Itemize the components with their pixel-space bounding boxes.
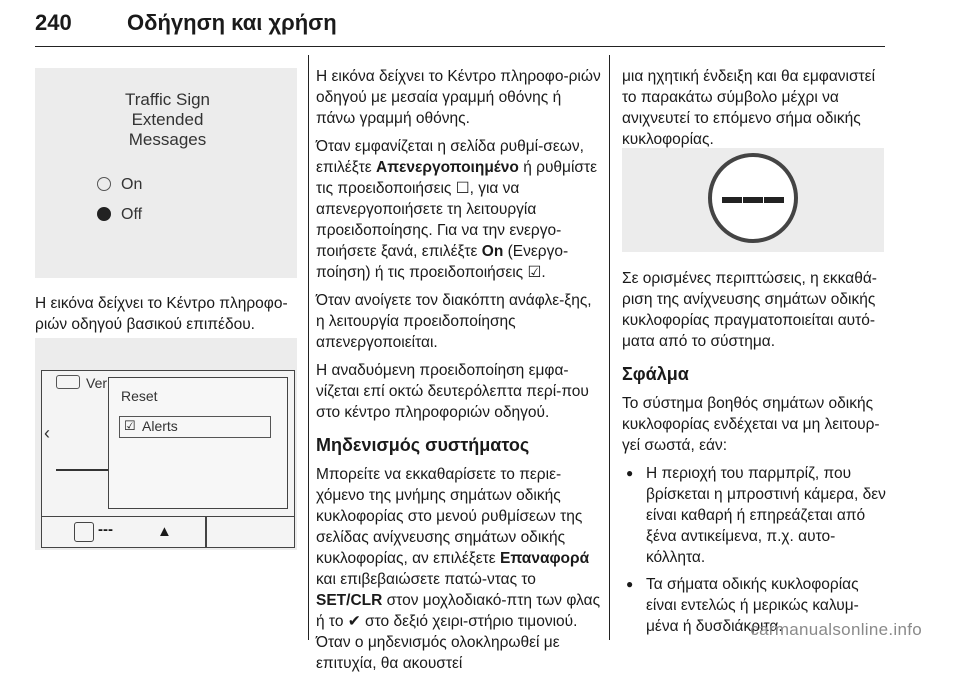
radio-unselected-icon <box>97 177 111 191</box>
menu-alerts-box[interactable] <box>119 416 271 438</box>
column-divider-2 <box>609 55 610 640</box>
column-2 <box>316 66 604 681</box>
section-heading: Μηδενισμός συστήματος <box>316 435 530 455</box>
figure-title <box>35 90 300 150</box>
figure-title-line: Messages <box>128 130 207 149</box>
chevron-left-icon[interactable]: ‹ <box>44 423 50 443</box>
menu-reset[interactable]: Reset <box>121 388 158 404</box>
text-run: και επιβεβαιώσετε πατώ-ντας το <box>316 571 536 588</box>
paragraph: Η εικόνα δείχνει το Κέντρο πληροφο-ριών οδηγού με μεσαία γραμμή οθόνης ή πάνω γραμμή οθόνης. <box>316 68 601 127</box>
figure-title-line: Extended <box>131 110 204 129</box>
bullet-list <box>622 463 886 637</box>
list-item: ● Τα σήματα οδικής κυκλοφορίας είναι εντελώς ή μερικώς καλυμ-μένα ή δυσδιάκριτα. <box>646 574 886 637</box>
menu-alerts: Alerts <box>142 418 178 434</box>
screen-line <box>56 469 108 471</box>
traffic-sign-settings-figure <box>35 68 297 278</box>
dash-mark <box>743 197 763 203</box>
checkbox-checked-icon: ☑ <box>124 418 136 433</box>
dash-mark <box>764 197 784 203</box>
watermark: carmanualsonline.info <box>750 620 922 639</box>
car-icon <box>56 375 80 389</box>
option-on[interactable] <box>97 176 142 194</box>
bottom-divider <box>205 517 207 547</box>
column-divider-1 <box>308 55 309 640</box>
lane-icon: ▲ <box>157 523 172 540</box>
text-run: Όταν εμφανίζεται η σελίδα ρυθμί-σεων, επιλέξτε <box>316 138 584 176</box>
paragraph: Το σύστημα βοηθός σημάτων οδικής κυκλοφορίας ενδέχεται να μη λειτουρ-γεί σωστά, εάν: <box>622 395 880 454</box>
bold-term: Επαναφορά <box>500 550 590 567</box>
paragraph: Όταν ανοίγετε τον διακόπτη ανάφλε-ξης, η λειτουργία προειδοποίησης απενεργοποιείται. <box>316 292 592 351</box>
page-header <box>35 4 885 44</box>
paragraph: Σε ορισμένες περιπτώσεις, η εκκαθά-ριση της ανίχνευσης σημάτων οδικής κυκλοφορίας πραγματοποιείται αυτό-ματα από το σύστημα. <box>622 270 877 350</box>
header-rule <box>35 46 885 47</box>
column-3-top <box>622 66 886 157</box>
text-run: (Ενεργο-ποίηση) ή τις προειδοποιήσεις ☑. <box>316 243 569 281</box>
driver-info-center-figure <box>35 338 297 550</box>
page-number: 240 <box>35 10 72 35</box>
text-run: στον μοχλοδιακό-πτη των φλας ή το ✔ στο δεξιό χειρι-στήριο τιμονιού. Όταν ο μηδενισμός ολοκληρωθεί με επιτυχία, θα ακουστεί <box>316 592 601 672</box>
cluster-screen <box>41 370 295 548</box>
text-run: ή ρυθμίστε τις προειδοποιήσεις ☐, για να απενεργοποιήσετε τη λειτουργία προειδοποίησης. Για να την ενεργο-ποιήσετε ξανά, επιλέξτε <box>316 159 598 260</box>
no-sign-detected-icon <box>708 153 798 243</box>
radio-selected-icon <box>97 207 111 221</box>
paragraph: Η αναδυόμενη προειδοποίηση εμφα-νίζεται επί οκτώ δευτερόλεπτα περί-που στο κέντρο πληροφοριών οδηγού. <box>316 362 589 421</box>
screen-bottom-bar <box>42 516 294 547</box>
option-label: Off <box>121 206 143 223</box>
caption-basic-dic: Η εικόνα δείχνει το Κέντρο πληροφο-ριών οδηγού βασικού επιπέδου. <box>35 295 288 333</box>
list-item: ● Η περιοχή του παρμπρίζ, που βρίσκεται η μπροστινή κάμερα, δεν είναι καθαρή ή επηρεάζεται από ξένα αντικείμενα, π.χ. αυτο-κόλλητα. <box>646 463 886 568</box>
screen-dashes: --- <box>98 521 113 538</box>
paragraph <box>316 464 604 674</box>
section-heading: Σφάλμα <box>622 364 689 384</box>
bold-term: On <box>481 243 504 260</box>
screen-top-label: Ver <box>86 375 108 391</box>
paragraph <box>316 136 604 283</box>
dash-mark <box>722 197 742 203</box>
bold-term: SET/CLR <box>316 592 383 609</box>
option-label: On <box>121 176 143 193</box>
reset-symbol-figure <box>622 148 884 252</box>
driver-assist-icon <box>74 522 94 542</box>
text-run: Μπορείτε να εκκαθαρίσετε το περιε-χόμενο της μνήμης σημάτων οδικής κυκλοφορίας στο μενού ρυθμίσεων της σελίδας ανίχνευσης σημάτων οδικής κυκλοφορίας, αν επιλέξετε <box>316 466 583 567</box>
settings-menu-panel <box>108 377 288 509</box>
bold-term: Απενεργοποιημένο <box>376 159 519 176</box>
paragraph: μια ηχητική ένδειξη και θα εμφανιστεί το παρακάτω σύμβολο μέχρι να ανιχνευτεί το επόμενο σήμα οδικής κυκλοφορίας. <box>622 68 876 148</box>
figure-title-line: Traffic Sign <box>124 90 211 109</box>
column-3-bottom <box>622 268 886 643</box>
option-off[interactable] <box>97 206 142 224</box>
page-title: Οδήγηση και χρήση <box>127 10 337 35</box>
